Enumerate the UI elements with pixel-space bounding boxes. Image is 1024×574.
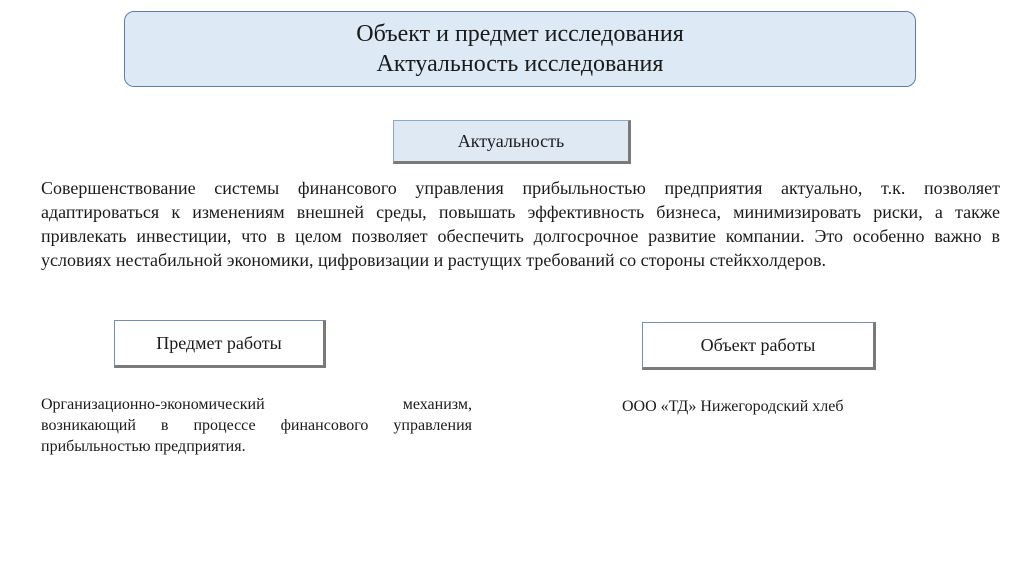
subject-text bbox=[41, 394, 472, 457]
object-label: Объект работы bbox=[700, 334, 816, 355]
subject-label: Предмет работы bbox=[156, 332, 282, 353]
subject-label-box bbox=[114, 320, 326, 368]
slide-title-line1: Объект и предмет исследования bbox=[356, 21, 684, 47]
slide-title-box bbox=[124, 11, 916, 87]
subject-text-rest: возникающий в процессе финансового управления прибыльностью предприятия. bbox=[41, 417, 472, 455]
relevance-label-box bbox=[393, 120, 631, 164]
object-label-box bbox=[642, 322, 876, 370]
object-text: ООО «ТД» Нижегородский хлеб bbox=[622, 398, 844, 415]
relevance-text: Совершенствование системы финансового управления прибыльностью предприятия актуально, т.к. позволяет адаптироваться к изменениям внешней среды, повышать эффективность бизнеса, минимизировать риски, а также привлекать инвестиции, что в целом позволяет обеспечить долгосрочное развитие компании. Это особенно важно в условиях нестабильной экономики, цифровизации и растущих требований со стороны стейкхолдеров. bbox=[41, 178, 1000, 270]
relevance-label: Актуальность bbox=[457, 130, 565, 151]
subject-text-line1: Организационно-экономический механизм, bbox=[41, 396, 472, 413]
slide-title-line2: Актуальность исследования bbox=[376, 51, 664, 77]
